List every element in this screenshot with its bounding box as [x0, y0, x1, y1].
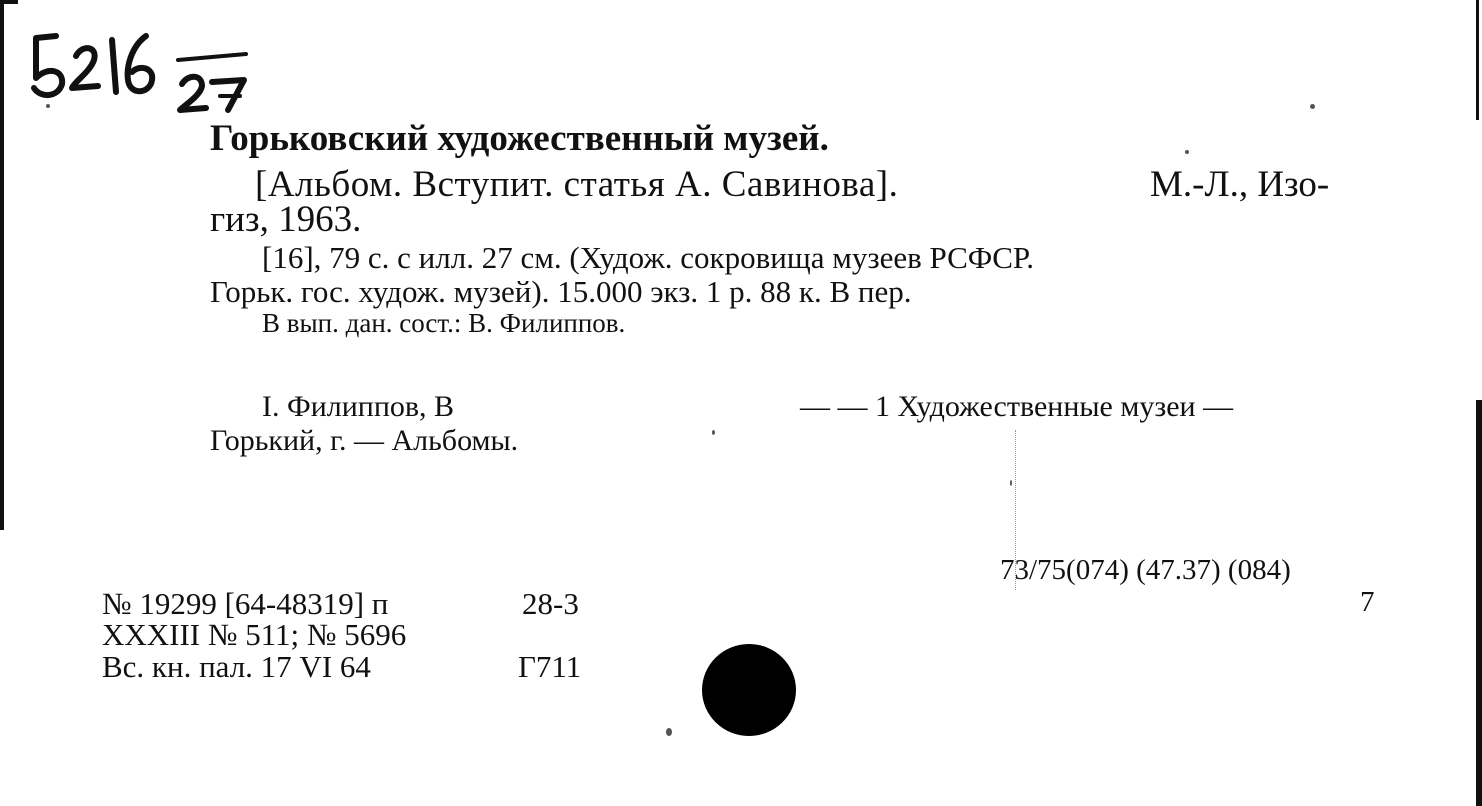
speck	[712, 430, 715, 435]
card-punch-hole	[702, 644, 796, 736]
entry-series-edition: Горьк. гос. худож. музей). 15.000 экз. 1 р. 88 к. В пер.	[210, 274, 912, 309]
card-edge-left	[0, 0, 4, 530]
tracing-subject: — — 1 Художественные музеи —	[800, 390, 1234, 423]
registration-number: № 19299 [64-48319] п	[102, 586, 389, 621]
entry-title: Горьковский художественный музей.	[210, 118, 829, 159]
udc-suffix: 7	[1360, 586, 1375, 618]
speck	[46, 104, 50, 108]
scan-artifact-dots	[1015, 430, 1017, 590]
tracing-subject-continued: Горький, г. — Альбомы.	[210, 424, 519, 457]
card-edge-right	[1476, 400, 1482, 806]
entry-physical-description: [16], 79 с. с илл. 27 см. (Худож. сокровища музеев РСФСР.	[262, 240, 1035, 275]
registration-chamber-date: Вс. кн. пал. 17 VI 64	[102, 649, 371, 684]
registration-volume: XXXIII № 511; № 5696	[102, 617, 407, 652]
speck	[1010, 480, 1012, 486]
entry-compiler-note: В вып. дан. сост.: В. Филиппов.	[262, 308, 626, 338]
card-edge-corner	[0, 0, 18, 4]
handwritten-call-number	[28, 26, 288, 116]
tracing-author: I. Филиппов, В	[262, 390, 455, 423]
registration-print-code: Г711	[518, 649, 582, 684]
speck	[666, 728, 672, 736]
udc-classification: 73/75(074) (47.37) (084)	[1000, 554, 1291, 586]
entry-publisher-year: гиз, 1963.	[210, 199, 362, 240]
entry-publisher: М.-Л., Изо-	[1150, 164, 1330, 205]
entry-description: [Альбом. Вступит. статья А. Савинова].	[255, 164, 899, 205]
registration-code: 28-3	[522, 586, 579, 621]
speck	[1185, 150, 1189, 154]
speck	[1310, 104, 1315, 109]
card-edge-right-top	[1476, 0, 1479, 120]
